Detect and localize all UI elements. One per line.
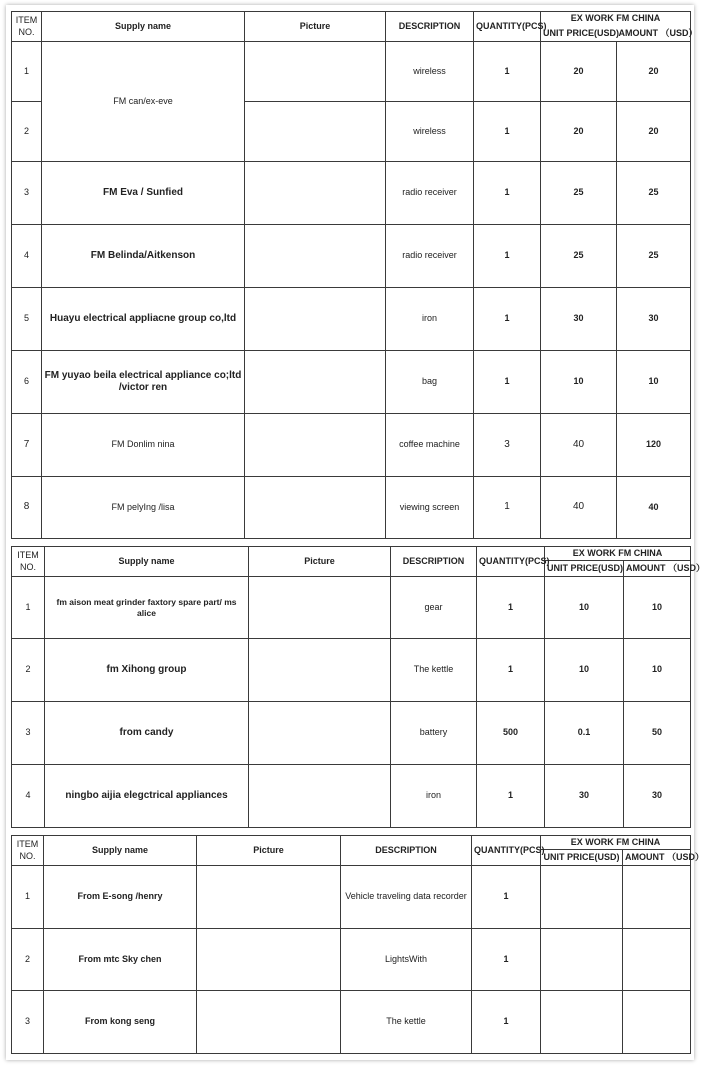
quotation-table-3 xyxy=(11,835,704,1054)
table-row xyxy=(12,929,691,991)
item-number: 8 xyxy=(12,477,42,539)
item-number: 3 xyxy=(12,702,45,765)
picture-header: Picture xyxy=(197,836,341,866)
product-description: coffee machine xyxy=(386,414,474,477)
supplier-name: From mtc Sky chen xyxy=(44,929,197,991)
unit-price-header: UNIT PRICE(USD) xyxy=(541,850,623,866)
supply-name-header: Supply name xyxy=(45,547,249,577)
amount-value: 120 xyxy=(617,414,691,477)
description-header: DESCRIPTION xyxy=(386,12,474,42)
quantity-value: 1 xyxy=(474,42,541,102)
quantity-header: QUANTITY(PCS) xyxy=(474,12,541,42)
supplier-name: Huayu electrical appliacne group co,ltd xyxy=(42,288,245,351)
table-row xyxy=(12,162,691,225)
table-row xyxy=(12,288,691,351)
amount-value: 25 xyxy=(617,225,691,288)
amount-value xyxy=(623,929,691,991)
product-description: The kettle xyxy=(391,639,477,702)
quantity-value: 1 xyxy=(477,577,545,639)
product-picture xyxy=(245,414,386,477)
supplier-name: FM yuyao beila electrical appliance co;ltd /victor ren xyxy=(42,351,245,414)
amount-value: 30 xyxy=(624,765,691,828)
ex-work-header: EX WORK FM CHINA xyxy=(541,12,691,26)
item-number: 1 xyxy=(12,42,42,102)
product-picture xyxy=(249,577,391,639)
item-number: 1 xyxy=(12,866,44,929)
product-picture xyxy=(245,288,386,351)
ex-work-header: EX WORK FM CHINA xyxy=(541,836,691,850)
product-picture xyxy=(245,162,386,225)
table-row xyxy=(12,351,691,414)
quantity-value: 1 xyxy=(477,639,545,702)
unit-price-value: 40 xyxy=(541,414,617,477)
product-description: gear xyxy=(391,577,477,639)
amount-header: AMOUNT （USD） xyxy=(624,561,691,577)
unit-price-value: 20 xyxy=(541,102,617,162)
quotation-table-2 xyxy=(11,546,705,828)
supplier-name: FM Donlim nina xyxy=(42,414,245,477)
item-number: 6 xyxy=(12,351,42,414)
amount-value: 10 xyxy=(617,351,691,414)
supplier-name: fm aison meat grinder faxtory spare part/ ms alice xyxy=(45,577,249,639)
product-description: viewing screen xyxy=(386,477,474,539)
product-picture xyxy=(245,225,386,288)
unit-price-value: 10 xyxy=(545,577,624,639)
supplier-name: From kong seng xyxy=(44,991,197,1054)
unit-price-value xyxy=(541,866,623,929)
supplier-name: From E-song /henry xyxy=(44,866,197,929)
product-description: wireless xyxy=(386,102,474,162)
amount-header: AMOUNT （USD） xyxy=(617,26,691,42)
quantity-value: 1 xyxy=(474,102,541,162)
table-row xyxy=(12,639,691,702)
quantity-value: 1 xyxy=(472,929,541,991)
product-picture xyxy=(249,765,391,828)
quantity-value: 1 xyxy=(474,162,541,225)
unit-price-header: UNIT PRICE(USD) xyxy=(545,561,624,577)
product-description: LightsWith xyxy=(341,929,472,991)
item-number: 7 xyxy=(12,414,42,477)
product-picture xyxy=(245,351,386,414)
amount-value: 30 xyxy=(617,288,691,351)
item-number: 2 xyxy=(12,929,44,991)
unit-price-value: 40 xyxy=(541,477,617,539)
supplier-name: FM pelyIng /lisa xyxy=(42,477,245,539)
quantity-header: QUANTITY(PCS) xyxy=(472,836,541,866)
item-number: 4 xyxy=(12,765,45,828)
amount-value: 10 xyxy=(624,577,691,639)
product-description: wireless xyxy=(386,42,474,102)
table-row xyxy=(12,577,691,639)
product-picture xyxy=(245,42,386,102)
product-picture xyxy=(197,991,341,1054)
product-description: radio receiver xyxy=(386,162,474,225)
product-picture xyxy=(245,102,386,162)
table-row xyxy=(12,225,691,288)
unit-price-value: 10 xyxy=(545,639,624,702)
item-number: 5 xyxy=(12,288,42,351)
table-row xyxy=(12,991,691,1054)
unit-price-value: 30 xyxy=(545,765,624,828)
quantity-value: 1 xyxy=(472,991,541,1054)
quantity-value: 1 xyxy=(472,866,541,929)
picture-header: Picture xyxy=(249,547,391,577)
product-description: iron xyxy=(391,765,477,828)
table-row xyxy=(12,477,691,539)
supplier-name: from candy xyxy=(45,702,249,765)
unit-price-value: 10 xyxy=(541,351,617,414)
quantity-value: 1 xyxy=(474,477,541,539)
quantity-value: 1 xyxy=(477,765,545,828)
item-no-header: ITEM NO. xyxy=(12,836,44,866)
quantity-value: 500 xyxy=(477,702,545,765)
supply-name-header: Supply name xyxy=(42,12,245,42)
supplier-name: ningbo aijia elegctrical appliances xyxy=(45,765,249,828)
product-picture xyxy=(245,477,386,539)
product-picture xyxy=(249,702,391,765)
ex-work-header: EX WORK FM CHINA xyxy=(545,547,691,561)
item-number: 3 xyxy=(12,991,44,1054)
amount-value: 10 xyxy=(624,639,691,702)
item-number: 2 xyxy=(12,102,42,162)
supplier-name: fm Xihong group xyxy=(45,639,249,702)
product-description: battery xyxy=(391,702,477,765)
table-row xyxy=(12,414,691,477)
quotation-table-1 xyxy=(11,11,698,539)
amount-value: 20 xyxy=(617,102,691,162)
table-row xyxy=(12,42,691,102)
unit-price-value: 25 xyxy=(541,225,617,288)
amount-value xyxy=(623,866,691,929)
item-no-header: ITEM NO. xyxy=(12,12,42,42)
unit-price-header: UNIT PRICE(USD) xyxy=(541,26,617,42)
amount-value xyxy=(623,991,691,1054)
amount-value: 50 xyxy=(624,702,691,765)
product-picture xyxy=(197,866,341,929)
description-header: DESCRIPTION xyxy=(341,836,472,866)
item-number: 1 xyxy=(12,577,45,639)
product-description: iron xyxy=(386,288,474,351)
product-description: The kettle xyxy=(341,991,472,1054)
supplier-name: FM can/ex-eve xyxy=(42,42,245,162)
unit-price-value xyxy=(541,991,623,1054)
product-description: Vehicle traveling data recorder xyxy=(341,866,472,929)
item-number: 4 xyxy=(12,225,42,288)
unit-price-value: 25 xyxy=(541,162,617,225)
supply-name-header: Supply name xyxy=(44,836,197,866)
quantity-header: QUANTITY(PCS) xyxy=(477,547,545,577)
amount-header: AMOUNT （USD） xyxy=(623,850,691,866)
item-number: 3 xyxy=(12,162,42,225)
unit-price-value: 20 xyxy=(541,42,617,102)
supplier-name: FM Belinda/Aitkenson xyxy=(42,225,245,288)
table-row xyxy=(12,702,691,765)
item-no-header: ITEM NO. xyxy=(12,547,45,577)
quantity-value: 3 xyxy=(474,414,541,477)
description-header: DESCRIPTION xyxy=(391,547,477,577)
quantity-value: 1 xyxy=(474,351,541,414)
unit-price-value: 30 xyxy=(541,288,617,351)
quantity-value: 1 xyxy=(474,225,541,288)
product-description: radio receiver xyxy=(386,225,474,288)
table-row xyxy=(12,866,691,929)
amount-value: 40 xyxy=(617,477,691,539)
product-picture xyxy=(197,929,341,991)
supplier-name: FM Eva / Sunfied xyxy=(42,162,245,225)
picture-header: Picture xyxy=(245,12,386,42)
unit-price-value: 0.1 xyxy=(545,702,624,765)
product-picture xyxy=(249,639,391,702)
table-row xyxy=(12,765,691,828)
amount-value: 20 xyxy=(617,42,691,102)
product-description: bag xyxy=(386,351,474,414)
item-number: 2 xyxy=(12,639,45,702)
amount-value: 25 xyxy=(617,162,691,225)
unit-price-value xyxy=(541,929,623,991)
quantity-value: 1 xyxy=(474,288,541,351)
